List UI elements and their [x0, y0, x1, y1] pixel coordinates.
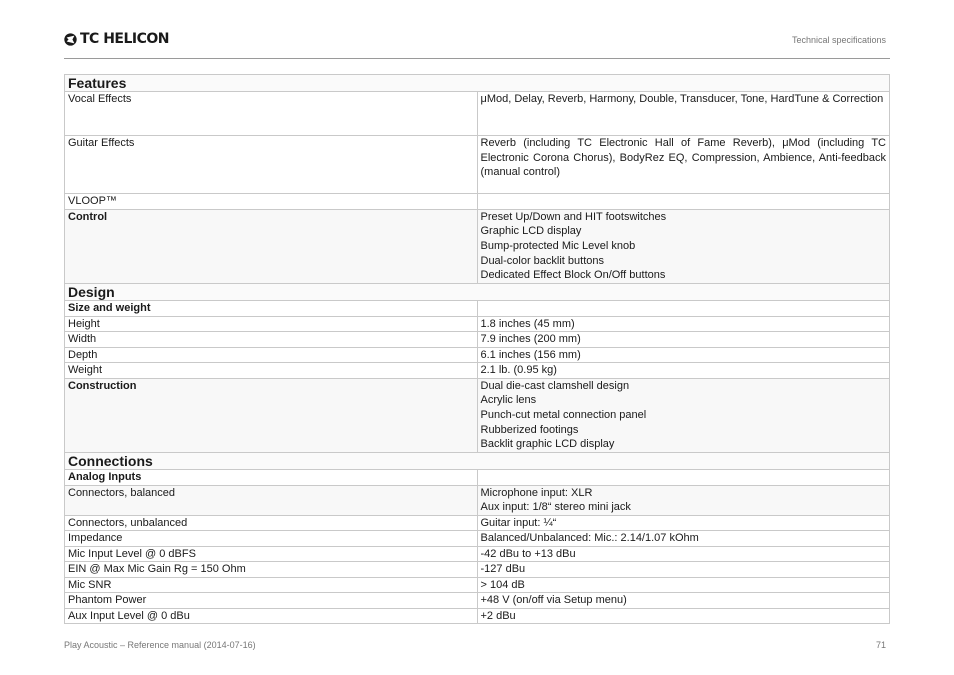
table-row	[65, 301, 890, 317]
row-value: -42 dBu to +13 dBu	[477, 546, 890, 562]
row-value: Balanced/Unbalanced: Mic.: 2.14/1.07 kOhm	[477, 531, 890, 547]
subsection-label: Size and weight	[65, 301, 478, 317]
row-label: Connectors, unbalanced	[65, 515, 478, 531]
row-label: Vocal Effects	[65, 92, 478, 136]
row-value: 1.8 inches (45 mm)	[477, 316, 890, 332]
row-value	[477, 470, 890, 486]
section-header-features	[65, 75, 890, 92]
row-label: Aux Input Level @ 0 dBu	[65, 608, 478, 624]
table-row	[65, 378, 890, 453]
row-label: Phantom Power	[65, 593, 478, 609]
row-label: Mic SNR	[65, 577, 478, 593]
row-value	[477, 209, 890, 284]
list-item: Acrylic lens	[480, 394, 537, 407]
tc-helicon-logo-icon	[64, 33, 77, 46]
list-item: Rubberized footings	[480, 423, 579, 436]
row-value: 7.9 inches (200 mm)	[477, 332, 890, 348]
header-divider	[64, 58, 890, 59]
row-label: Impedance	[65, 531, 478, 547]
section-title: Technical specifications	[791, 35, 886, 45]
table-row	[65, 608, 890, 624]
table-row	[65, 332, 890, 348]
row-value: 2.1 lb. (0.95 kg)	[477, 363, 890, 379]
row-value: Reverb (including TC Electronic Hall of Fame Reverb), μMod (including TC Electronic Corona Chorus), BodyRez EQ, Compression, Ambience, Anti-feedback (manual control)	[477, 136, 890, 194]
table-row	[65, 515, 890, 531]
spec-table	[64, 74, 890, 624]
table-row	[65, 531, 890, 547]
subsection-label: Analog Inputs	[65, 470, 478, 486]
row-label: Mic Input Level @ 0 dBFS	[65, 546, 478, 562]
table-row	[65, 470, 890, 486]
table-row	[65, 363, 890, 379]
row-value	[477, 301, 890, 317]
section-header-design	[65, 284, 890, 301]
row-value: -127 dBu	[477, 562, 890, 578]
list-item: Microphone input: XLR	[480, 486, 593, 499]
row-label: Depth	[65, 347, 478, 363]
list-item: Bump-protected Mic Level knob	[480, 239, 636, 252]
row-value: μMod, Delay, Reverb, Harmony, Double, Transducer, Tone, HardTune & Correction	[477, 92, 890, 136]
row-value	[477, 194, 890, 210]
list-item: Preset Up/Down and HIT footswitches	[480, 210, 667, 223]
list-item: Punch-cut metal connection panel	[480, 408, 647, 421]
table-row	[65, 593, 890, 609]
section-header-connections	[65, 453, 890, 470]
logo-text: TC HELICON	[80, 31, 170, 47]
list-item: Graphic LCD display	[480, 225, 582, 238]
row-value: +48 V (on/off via Setup menu)	[477, 593, 890, 609]
table-row	[65, 562, 890, 578]
table-row	[65, 92, 890, 136]
list-item: Aux input: 1/8“ stereo mini jack	[480, 501, 631, 514]
page-number: 71	[875, 640, 886, 650]
row-value	[477, 485, 890, 515]
row-label: Width	[65, 332, 478, 348]
table-row	[65, 316, 890, 332]
footer-doc-title: Play Acoustic – Reference manual (2014-07-16)	[64, 640, 256, 650]
table-row	[65, 485, 890, 515]
row-value: 6.1 inches (156 mm)	[477, 347, 890, 363]
section-title-features: Features	[65, 75, 890, 92]
list-item: Dual-color backlit buttons	[480, 254, 605, 267]
table-row	[65, 136, 890, 194]
row-label: Connectors, balanced	[65, 485, 478, 515]
table-row	[65, 194, 890, 210]
table-row	[65, 546, 890, 562]
section-title-connections: Connections	[65, 453, 890, 470]
row-label: VLOOP™	[65, 194, 478, 210]
row-label: EIN @ Max Mic Gain Rg = 150 Ohm	[65, 562, 478, 578]
row-value: > 104 dB	[477, 577, 890, 593]
table-row	[65, 209, 890, 284]
row-label: Guitar Effects	[65, 136, 478, 194]
row-value	[477, 378, 890, 453]
brand-logo	[64, 31, 169, 47]
row-label: Height	[65, 316, 478, 332]
section-title-design: Design	[65, 284, 890, 301]
list-item: Dedicated Effect Block On/Off buttons	[480, 269, 666, 282]
table-row	[65, 577, 890, 593]
row-label: Weight	[65, 363, 478, 379]
list-item: Dual die-cast clamshell design	[480, 379, 630, 392]
list-item: Backlit graphic LCD display	[480, 438, 615, 451]
row-value: Guitar input: ¼“	[477, 515, 890, 531]
row-label: Control	[65, 209, 478, 284]
row-label: Construction	[65, 378, 478, 453]
table-row	[65, 347, 890, 363]
row-value: +2 dBu	[477, 608, 890, 624]
